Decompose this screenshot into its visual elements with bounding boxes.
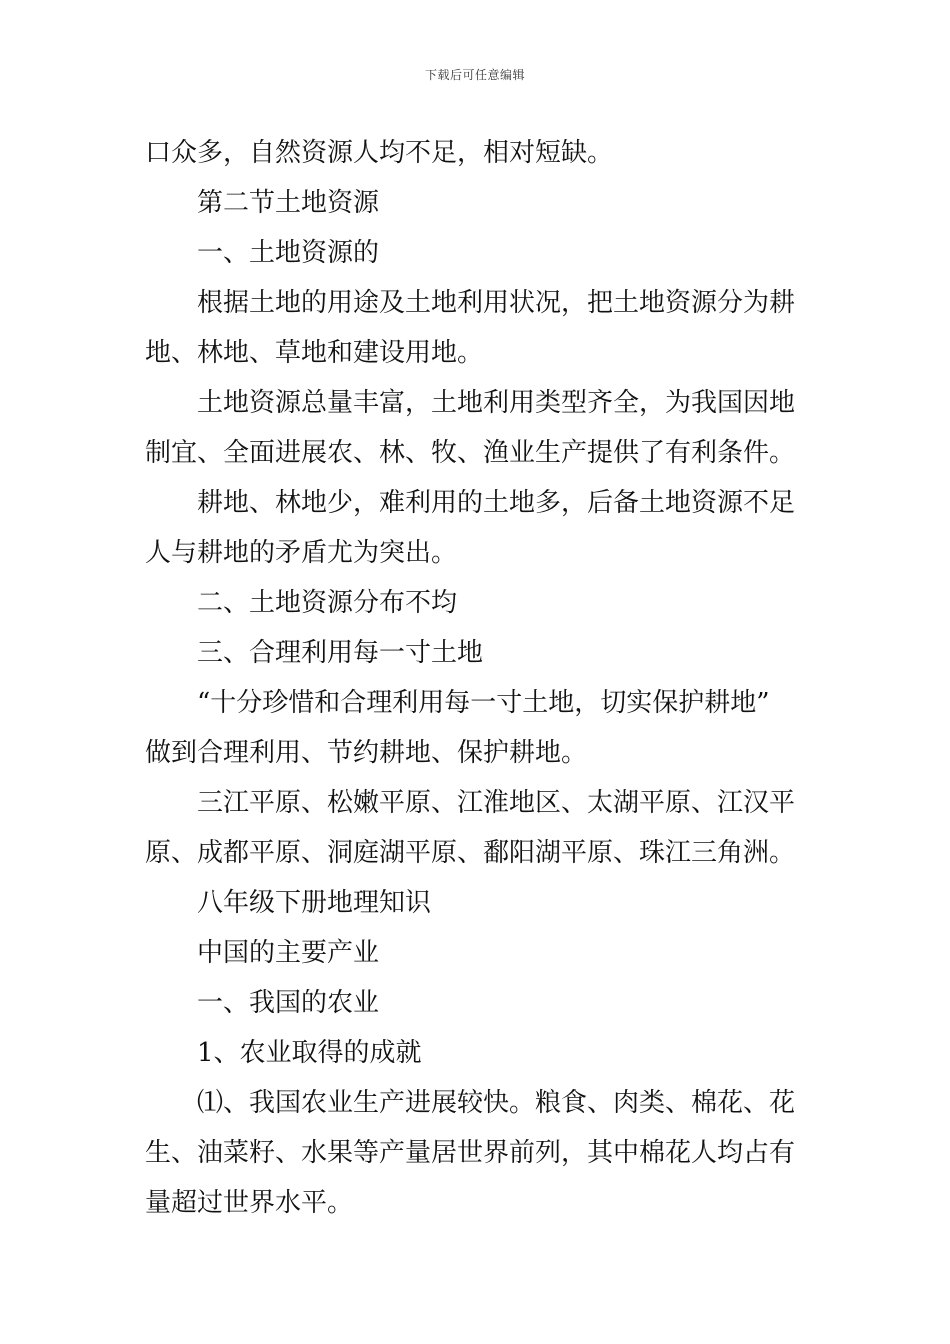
text-line: 做到合理利用、节约耕地、保护耕地。 — [145, 738, 588, 768]
text-line: 根据土地的用途及土地利用状况，把土地资源分为耕 — [197, 288, 796, 318]
text-line: 土地资源总量丰富，土地利用类型齐全，为我国因地 — [197, 388, 796, 418]
text-line: 制宜、全面进展农、林、牧、渔业生产提供了有利条件。 — [145, 438, 796, 468]
text-line: 三江平原、松嫩平原、江淮地区、太湖平原、江汉平 — [197, 788, 796, 818]
section-heading: 八年级下册地理知识 — [197, 888, 432, 918]
text-line: “十分珍惜和合理利用每一寸土地，切实保护耕地” — [197, 688, 770, 718]
section-heading: 中国的主要产业 — [197, 938, 380, 968]
subheading: 三、合理利用每一寸土地 — [197, 638, 484, 668]
section-heading: 第二节土地资源 — [197, 188, 380, 218]
text-line: 原、成都平原、洞庭湖平原、鄱阳湖平原、珠江三角洲。 — [145, 838, 796, 868]
text-line: 地、林地、草地和建设用地。 — [145, 338, 484, 368]
subheading: 二、土地资源分布不均 — [197, 588, 458, 618]
text-line: 量超过世界水平。 — [145, 1188, 354, 1218]
text-line: 口众多，自然资源人均不足，相对短缺。 — [145, 138, 614, 168]
text-line: 耕地、林地少，难利用的土地多，后备土地资源不足 — [197, 488, 796, 518]
subheading: 一、我国的农业 — [197, 988, 380, 1018]
subheading: 1、农业取得的成就 — [197, 1038, 422, 1068]
text-line: 生、油菜籽、水果等产量居世界前列，其中棉花人均占有 — [145, 1138, 796, 1168]
text-line: 人与耕地的矛盾尤为突出。 — [145, 538, 458, 568]
text-line: ⑴、我国农业生产进展较快。粮食、肉类、棉花、花 — [197, 1088, 796, 1118]
subheading: 一、土地资源的 — [197, 238, 380, 268]
page-header: 下载后可任意编辑 — [424, 68, 525, 82]
document-body — [145, 128, 807, 1228]
